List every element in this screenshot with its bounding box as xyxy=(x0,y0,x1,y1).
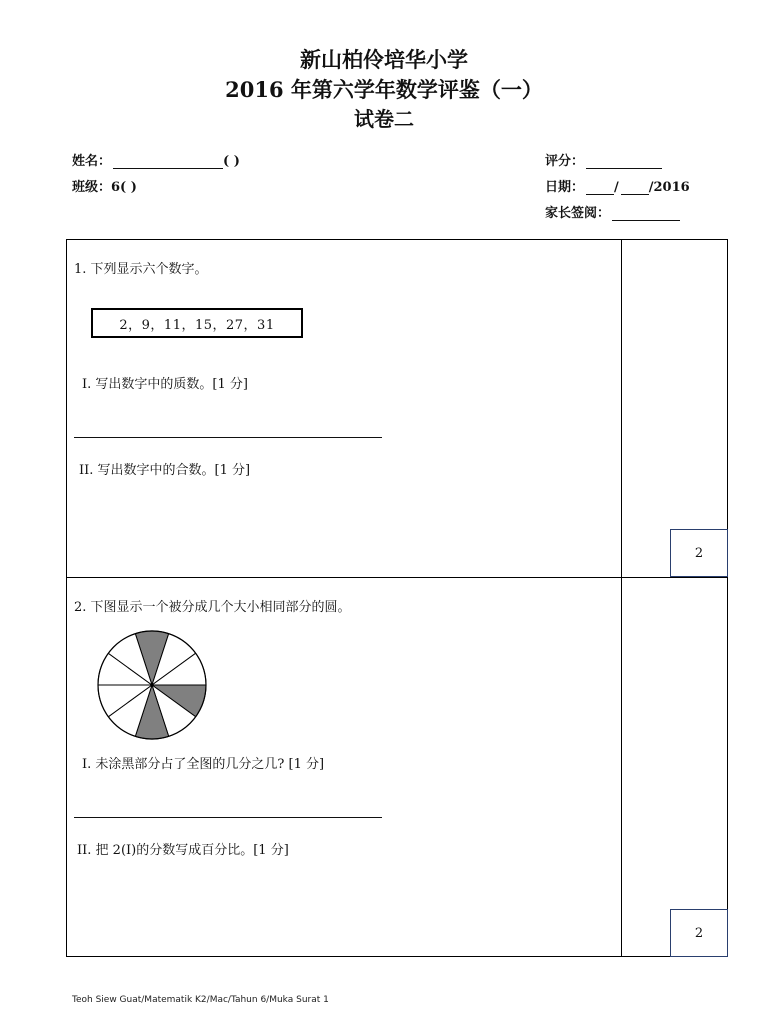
q1-part1-answer-line[interactable] xyxy=(74,437,382,438)
score-label: 评分： xyxy=(545,154,585,169)
parent-sign-field xyxy=(545,202,680,221)
score-field xyxy=(545,150,662,169)
date-field xyxy=(545,176,690,195)
name-bracket: ( ) xyxy=(223,154,240,169)
class-field xyxy=(72,176,137,195)
marks-column-divider xyxy=(621,239,622,957)
q1-numbers-box: 2，9，11，15，27，31 xyxy=(91,308,303,338)
q2-part1-answer-line[interactable] xyxy=(74,817,382,818)
q2-part1: I. 未涂黑部分占了全图的几分之几? [1 分] xyxy=(82,757,325,772)
q2-circle-diagram xyxy=(94,630,210,740)
class-value: 6( ) xyxy=(111,180,137,195)
parent-sign-blank[interactable] xyxy=(612,219,680,221)
name-field xyxy=(72,150,240,169)
date-label: 日期： xyxy=(545,180,585,195)
school-name: 新山柏伶培华小学 xyxy=(300,47,468,72)
q2-marks-box: 2 xyxy=(670,909,728,957)
q2-part2: II. 把 2(I)的分数写成百分比。[1 分] xyxy=(77,843,289,858)
class-label: 班级： xyxy=(72,180,112,195)
exam-title: 2016 年第六学年数学评鉴（一） xyxy=(225,77,543,102)
page-footer: Teoh Siew Guat/Matematik K2/Mac/Tahun 6/Muka Surat 1 xyxy=(72,995,329,1005)
date-month-blank[interactable] xyxy=(621,193,649,195)
date-separator: / xyxy=(614,180,619,195)
paper-title: 试卷二 xyxy=(354,107,414,131)
parent-label: 家长签阅： xyxy=(545,206,611,221)
q1-marks-box: 2 xyxy=(670,529,728,577)
question-divider xyxy=(66,577,728,578)
date-day-blank[interactable] xyxy=(586,193,614,195)
name-label: 姓名： xyxy=(72,154,112,169)
date-year: /2016 xyxy=(648,180,690,195)
score-blank[interactable] xyxy=(586,167,662,169)
q1-part1: I. 写出数字中的质数。[1 分] xyxy=(82,377,248,392)
name-blank[interactable] xyxy=(113,167,223,169)
q1-part2: II. 写出数字中的合数。[1 分] xyxy=(79,463,251,478)
q1-prompt: 1. 下列显示六个数字。 xyxy=(74,262,208,277)
q2-prompt: 2. 下图显示一个被分成几个大小相同部分的圆。 xyxy=(74,600,351,615)
